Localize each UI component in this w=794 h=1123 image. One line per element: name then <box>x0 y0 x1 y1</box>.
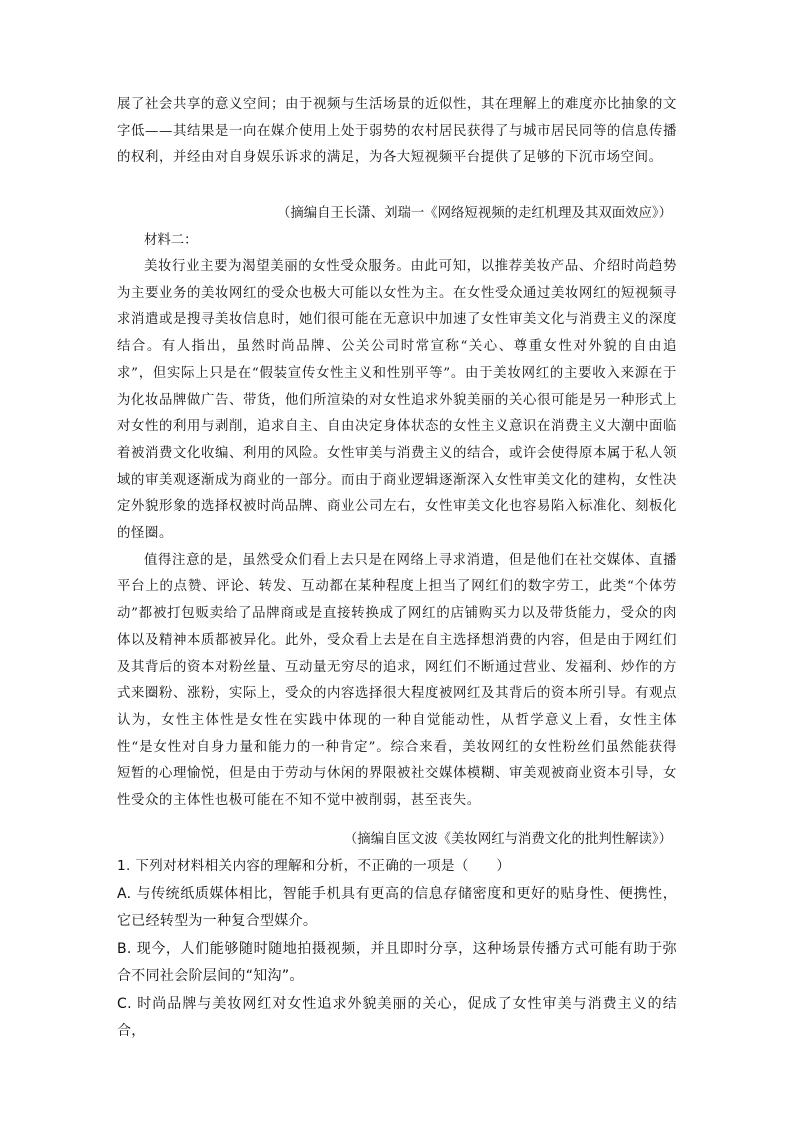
question-block <box>117 853 677 1046</box>
option-c: C. 时尚品牌与美妆网红对女性追求外貌美丽的关心，促成了女性审美与消费主义的结合， <box>117 995 677 1039</box>
question-stem: 1. 下列对材料相关内容的理解和分析，不正确的一项是（ ） <box>117 858 511 874</box>
material-two-body <box>117 254 677 815</box>
source-citation-two: （摘编自匡文波《美妆网红与消费文化的批判性解读》） <box>343 832 672 847</box>
paragraph: 值得注意的是，虽然受众们看上去只是在网络上寻求消遣，但是他们在社交媒体、直播平台上的点赞、评论、转发、互动都在某种程度上担当了网红们的数字劳工，此类“个体劳动”都被打包贩卖给了品牌商或是直接转换成了网红的店铺购买力以及带货能力，受众的肉体以及精神本质都被异化。此外，受众看上去是在自主选择想消费的内容，但是由于网红们及其背后的资本对粉丝量、互动量无穷尽的追求，网红们不断通过营业、发福利、炒作的方式来圈粉、涨粉，实际上，受众的内容选择很大程度被网红及其背后的资本所引导。有观点认为，女性主体性是女性在实践中体现的一种自觉能动性，从哲学意义上看，女性主体性“是女性对自身力量和能力的一种肯定”。综合来看，美妆网红的女性粉丝们虽然能获得短暂的心理愉悦，但是由于劳动与休闲的界限被社交媒体模糊、审美观被商业资本引导，女性受众的主体性也极可能在不知不觉中被削弱，甚至丧失。 <box>117 552 677 809</box>
source-citation-one: （摘编自王长潇、刘瑞一《网络短视频的走红机理及其双面效应》） <box>276 206 672 221</box>
paragraph: 展了社会共享的意义空间；由于视频与生活场景的近似性，其在理解上的难度亦比抽象的文字低——其结果是一向在媒介使用上处于弱势的农村居民获得了与城市居民同等的信息传播的权利，并经由对自身娱乐诉求的满足，为各大短视频平台提供了足够的下沉市场空间。 <box>117 97 677 166</box>
option-b: B. 现今，人们能够随时随地拍摄视频，并且即时分享，这种场景传播方式可能有助于弥合不同社会阶层间的“知沟”。 <box>117 940 677 984</box>
material-one-continuation <box>117 92 677 172</box>
material-two-heading: 材料二： <box>144 233 198 248</box>
option-a: A. 与传统纸质媒体相比，智能手机具有更高的信息存储密度和更好的贴身性、便携性，它已经转型为一种复合型媒介。 <box>117 885 677 929</box>
paragraph: 美妆行业主要为渴望美丽的女性受众服务。由此可知，以推荐美妆产品、介绍时尚趋势为主要业务的美妆网红的受众也极大可能以女性为主。在女性受众通过美妆网红的短视频寻求消遣或是搜寻美妆信息时，她们很可能在无意识中加速了女性审美文化与消费主义的深度结合。有人指出，虽然时尚品牌、公关公司时常宣称“关心、尊重女性对外貌的自由追求”，但实际上只是在“假装宣传女性主义和性别平等”。由于美妆网红的主要收入来源在于为化妆品牌做广告、带货，他们所渲染的对女性追求外貌美丽的关心很可能是另一种形式上对女性的利用与剥削，追求自主、自由决定身体状态的女性主义意识在消费主义大潮中面临着被消费文化收编、利用的风险。女性审美与消费主义的结合，或许会使得原本属于私人领域的审美观逐渐成为商业的一部分。而由于商业逻辑逐渐深入女性审美文化的建构，女性决定外貌形象的选择权被时尚品牌、商业公司左右，女性审美文化也容易陷入标准化、刻板化的怪圈。 <box>117 259 677 542</box>
